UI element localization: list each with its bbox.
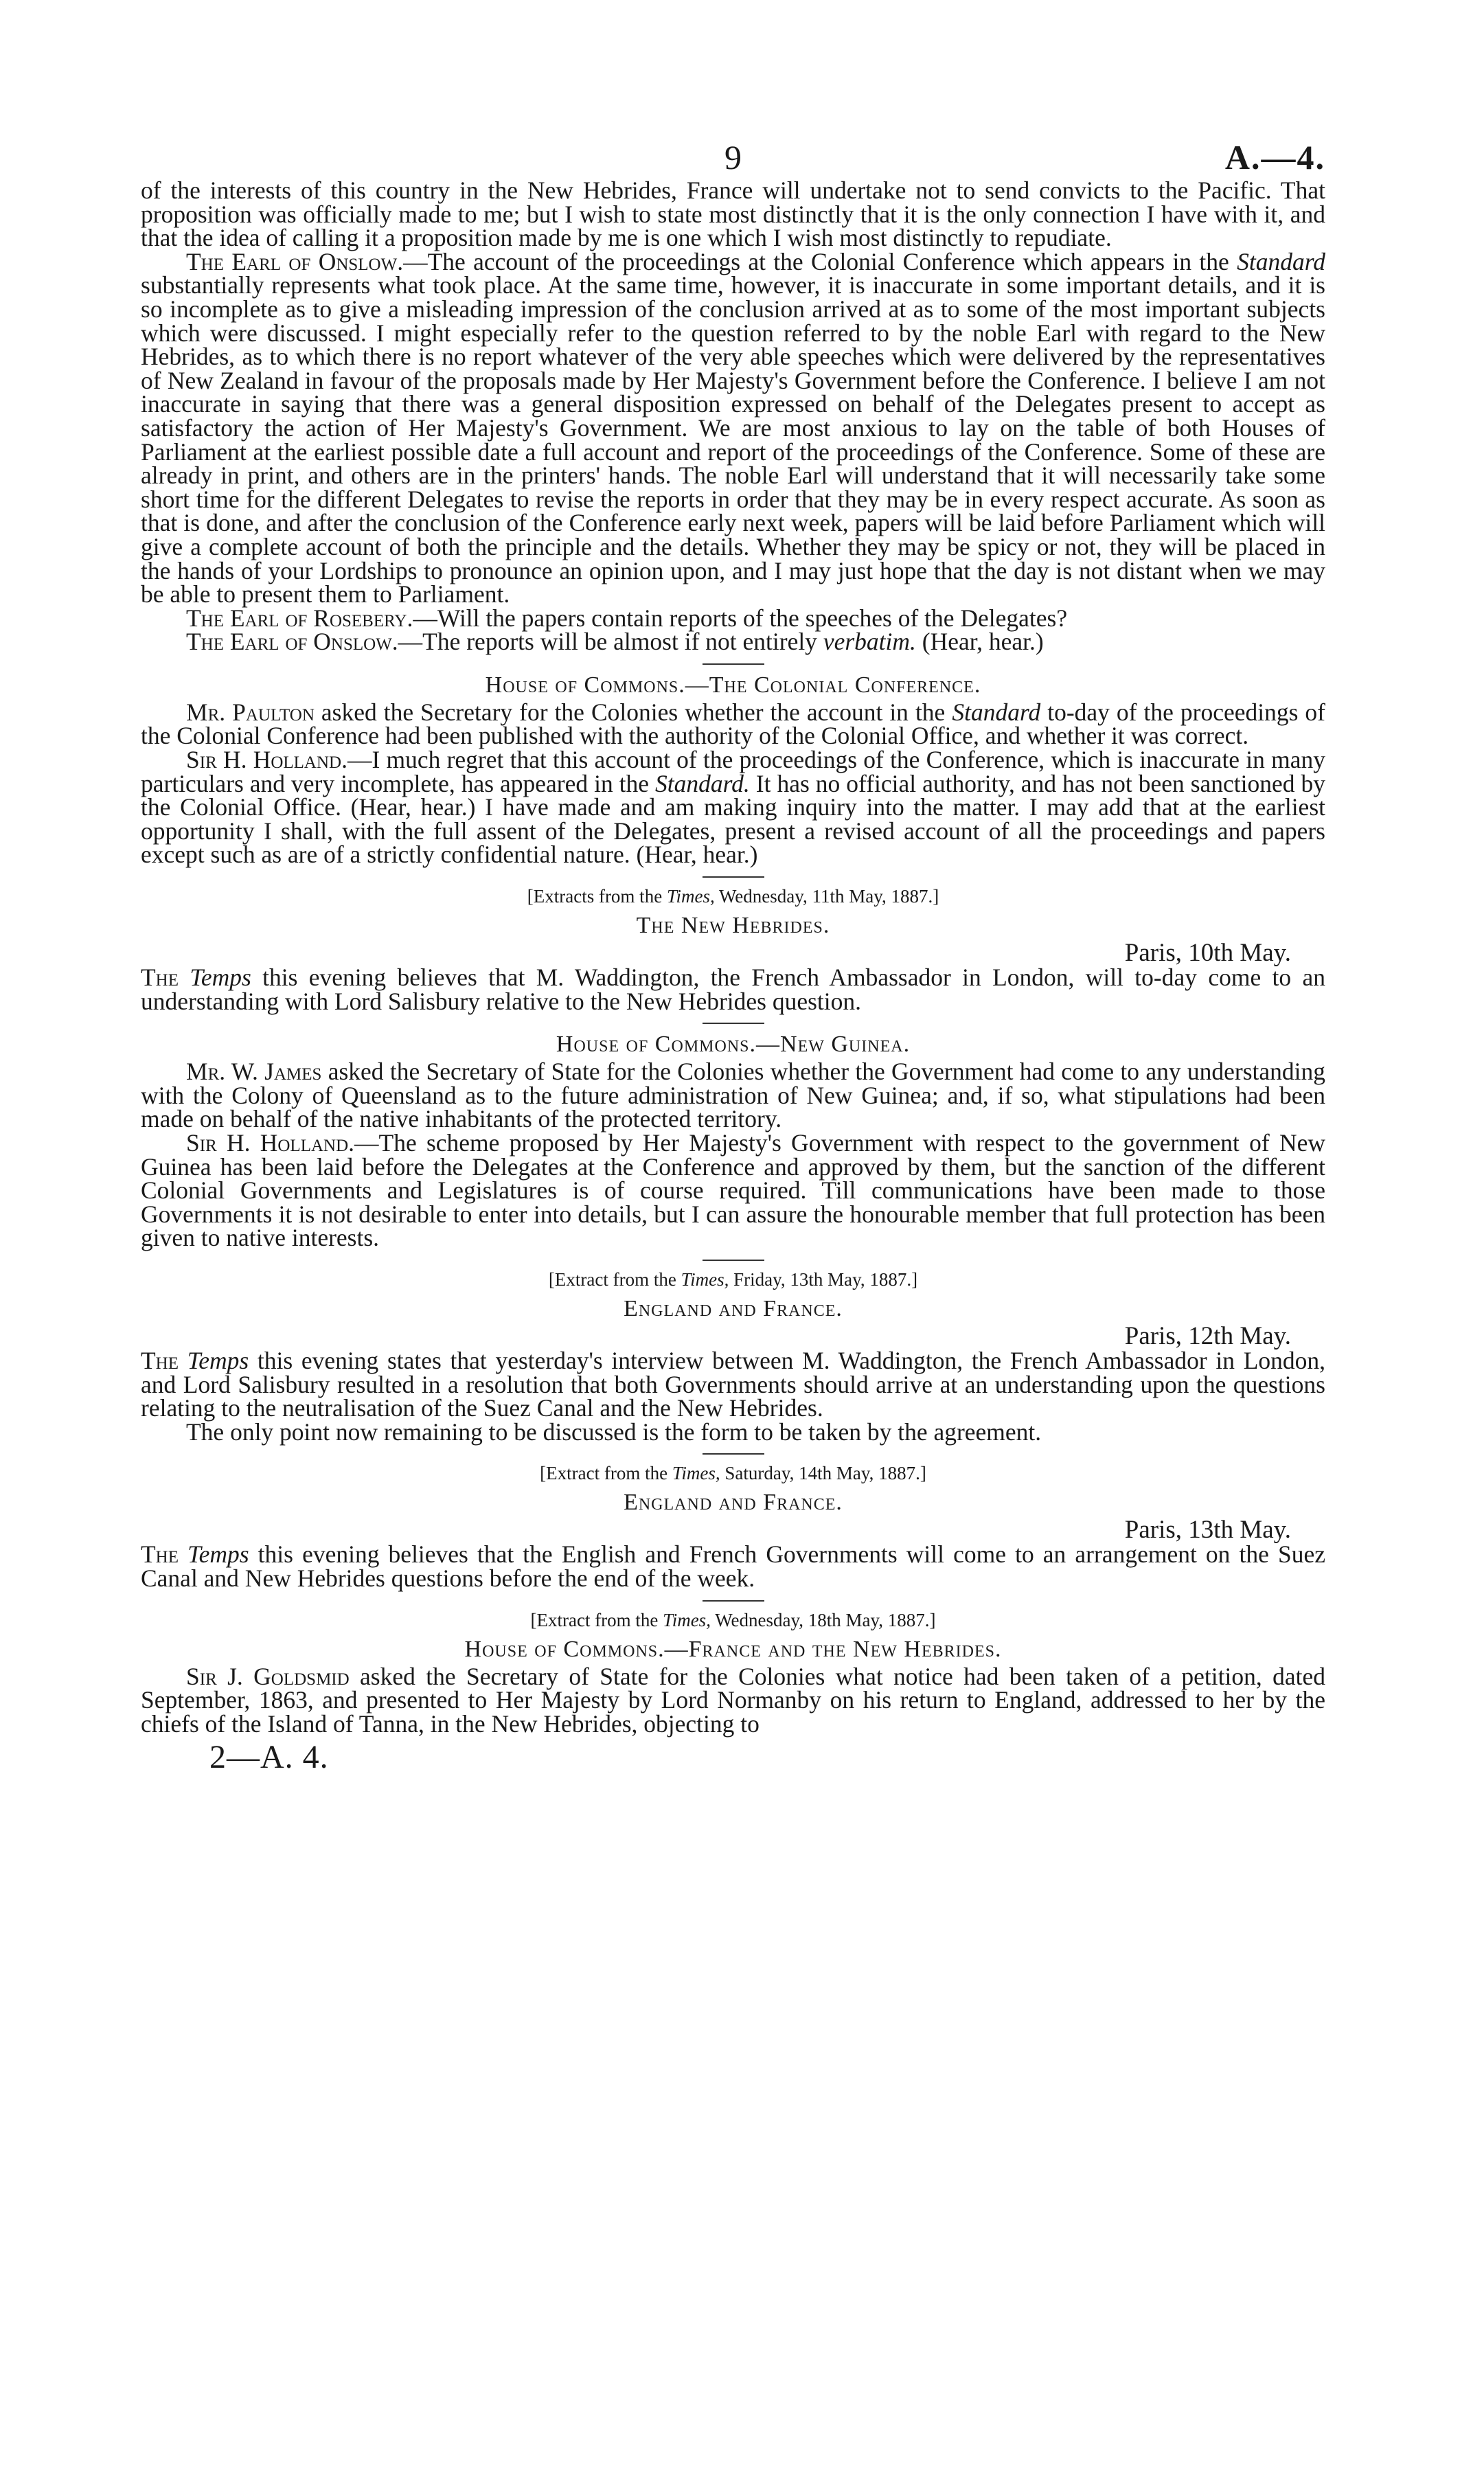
paragraph: Sir H. Holland.—The scheme proposed by Her Majesty's Government with respect to the government of New Guinea has been laid before the Delegates at the Conference and approved by them, but the sanction of the different Colonial Governments and Legislatures is of course required. Till communications have been made to those Governments it is not desirable to enter into details, but I can assure the honourable member that full protection has been given to native interests. [141,1129,1325,1252]
dateline: Paris, 13th May. [1124,1516,1291,1545]
paragraph: The Temps this evening believes that M. Waddington, the French Ambassador in London, will to-day come to an understanding with Lord Salisbury relative to the New Hebrides question. [141,964,1326,1015]
divider [703,1260,764,1261]
paragraph: The only point now remaining to be discussed is the form to be taken by the agreement. [186,1418,1042,1446]
divider [703,876,764,878]
paragraph: The Earl of Onslow.—The account of the proceedings at the Colonial Conference which appears in the Standard substantially represents what took place. At the same time, however, it is inaccurate in some important details, and it is so incomplete as to give a misleading impression of the conclusion arrived at as to some of the most important subjects which were discussed. I might especially refer to the question referred to by the noble Earl with regard to the New Hebrides, as to which there is no report whatever of the very able speeches which were delivered by the representatives of New Zealand in favour of the proposals made by Her Majesty's Government before the Conference. I believe I am not inaccurate in saying that there was a general disposition expressed on behalf of the Delegates present to accept as satisfactory the action of Her Majesty's Government. We are most anxious to lay on the table of both Houses of Parliament at the earliest possible date a full account and report of the proceedings of the Conference. Some of these are already in print, and others are in the printers' hands. The noble Earl will understand that it will necessarily take some short time for the different Delegates to revise the reports in order that they may be in every respect accurate. As soon as that is done, and after the conclusion of the Conference early next week, papers will be laid before Parliament which will give a complete account of both the principle and the details. Whether they may be spicy or not, they will be placed in the hands of your Lordships to pronounce an opinion upon, and I may just hope that the day is not distant when we may be able to present them to Parliament. [141,247,1326,608]
paragraph: The Temps this evening believes that the English and French Governments will come to an arrangement on the Suez Canal and New Hebrides questions before the end of the week. [141,1540,1325,1592]
extract-source: [Extracts from the Times, Wednesday, 11th May, 1887.] [527,886,939,907]
paragraph: Mr. W. James asked the Secretary of State for the Colonies whether the Government had come to any understanding with the Colony of Queensland as to the future administration of New Guinea; and, if so, what stipulations had been made on behalf of the native inhabitants of the protected territory. [141,1058,1325,1133]
paragraph: Sir J. Goldsmid asked the Secretary of State for the Colonies what notice had been taken of a petition, dated September, 1863, and presented to Her Majesty by Lord Normanby on his return to England, addressed to her by the chiefs of the Island of Tanna, in the New Hebrides, objecting to [141,1662,1325,1738]
section-heading: England and France. [624,1295,843,1321]
extract-source: [Extract from the Times, Saturday, 14th May, 1887.] [540,1463,926,1484]
section-heading: The New Hebrides. [636,913,830,939]
paragraph: of the interests of this country in the New Hebrides, France will undertake not to send convicts to the Pacific. That proposition was officially made to me; but I wish to state most distinctly that it is the only connection I have with it, and that the idea of calling it a proposition made by me is one which I wish most distinctly to repudiate. [141,177,1325,252]
divider [703,1023,764,1024]
divider [703,1453,764,1455]
speaker: Mr. Paulton [186,698,315,726]
section-heading: House of Commons.—The Colonial Conference. [485,672,981,698]
paragraph: Sir H. Holland.—I much regret that this account of the proceedings of the Conference, which is inaccurate in many particulars and very incomplete, has appeared in the Standard. It has no official authority, and has not been sanctioned by the Colonial Office. (Hear, hear.) I have made and am making inquiry into the matter. I may add that at the earliest opportunity I shall, with the full assent of the Delegates, present a revised account of all the proceedings and papers except such as are of a strictly confidential nature. (Hear, hear.) [141,746,1325,869]
page-number: 9 [724,138,742,177]
divider [703,663,764,665]
paragraph: The Earl of Onslow.—The reports will be almost if not entirely verbatim. (Hear, hear.) [186,628,1044,656]
page-header [141,117,1325,179]
paragraph: Mr. Paulton asked the Secretary for the Colonies whether the account in the Standard to-day of the proceedings of the Colonial Conference had been published with the authority of the Colonial Office, and whether it was correct. [141,698,1325,750]
speaker: Sir H. Holland. [186,1129,355,1157]
speaker: Sir H. Holland. [186,746,347,774]
extract-source: [Extract from the Times, Friday, 13th May, 1887.] [548,1268,918,1290]
divider [703,1600,764,1602]
paragraph: The Earl of Rosebery.—Will the papers contain reports of the speeches of the Delegates? [186,604,1068,632]
signature-mark: 2—A. 4. [209,1739,329,1776]
speaker: Mr. W. James [186,1058,322,1086]
document-reference: A.—4. [1224,138,1325,177]
speaker: Sir J. Goldsmid [186,1662,350,1690]
speaker: The Earl of Rosebery. [186,604,413,632]
extract-source: [Extract from the Times, Wednesday, 18th May, 1887.] [530,1609,936,1630]
paragraph: The Temps this evening states that yesterday's interview between M. Waddington, the French Ambassador in London, and Lord Salisbury resulted in a resolution that both Governments should arrive at an understanding upon the questions relating to the neutralisation of the Suez Canal and the New Hebrides. [141,1346,1326,1422]
section-heading: England and France. [624,1490,843,1516]
section-heading: House of Commons.—France and the New Hebrides. [464,1636,1002,1662]
speaker: The Earl of Onslow. [186,628,398,656]
dateline: Paris, 10th May. [1124,939,1291,968]
dateline: Paris, 12th May. [1124,1321,1291,1350]
speaker: The Earl of Onslow. [186,247,404,275]
document-page [141,117,1325,1776]
section-heading: House of Commons.—New Guinea. [556,1032,911,1058]
